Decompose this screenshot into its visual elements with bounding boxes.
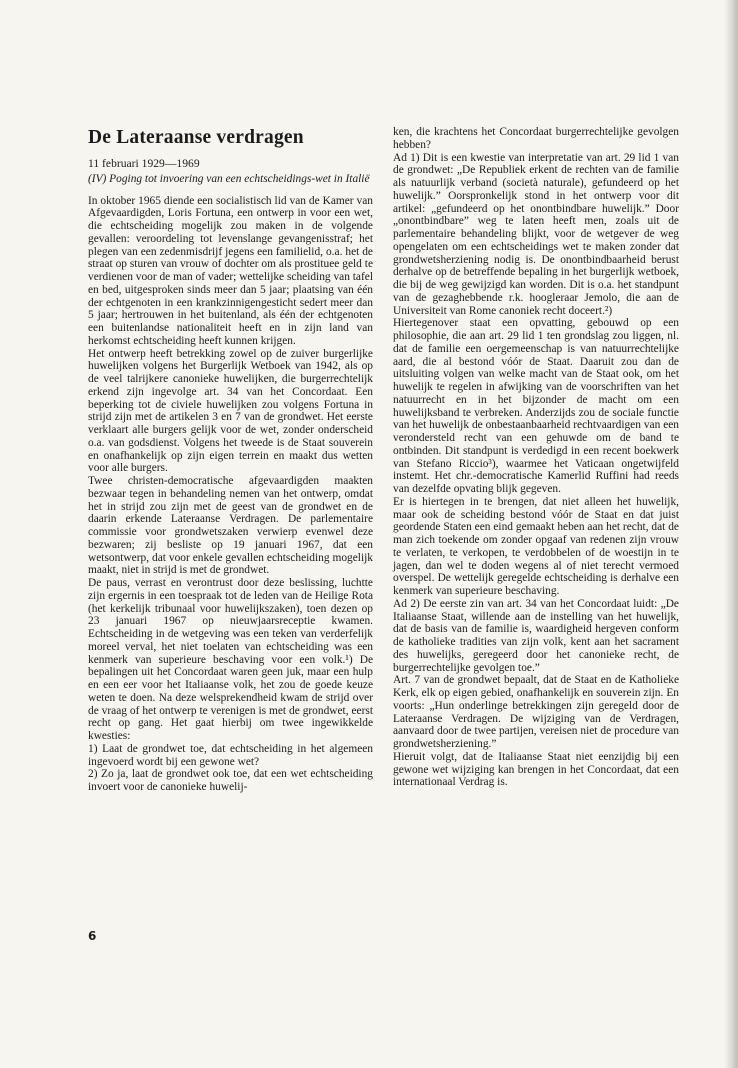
paragraph: In oktober 1965 diende een socialistisch lid van de Kamer van Afgevaardigden, Loris Fortuna, een ontwerp in voor een wet, die echtscheiding mogelijk zou maken in de volgende gevallen: veroordeling tot levenslange gevangenisstraf; het plegen van een zedenmisdrijf jegens een familielid, o.a. het de straat op sturen van vrouw of dochter om als prostituee geld te verdienen voor de man of vader; wettelijke scheiding van tafel en bed, uitgesproken sinds meer dan 5 jaar; plaatsing van één der echtgenoten in een krankzinnigengesticht sedert meer dan 5 jaar; hertrouwen in het buitenland, als één der echtgenoten een buitenlandse nationaliteit heeft en in zijn land van herkomst echtscheiding heeft kunnen krijgen.: [88, 194, 373, 347]
paragraph: Het ontwerp heeft betrekking zowel op de zuiver burgerlijke huwelijken volgens het Burgerlijk Wetboek van 1942, als op de veel talrijkere canonieke huwelijken, die burgerrechtelijk erkend zijn ingevolge art. 34 van het Concordaat. Een beperking tot de civiele huwelijken zou volgens Fortuna in strijd zijn met de artikelen 3 en 7 van de grondwet. Het eerste verklaart alle burgers gelijk voor de wet, zonder onderscheid o.a. van godsdienst. Volgens het tweede is de Staat souverein en onafhankelijk op zijn eigen terrein en maakt dus wetten voor alle burgers.: [88, 347, 373, 475]
article-dates: 11 februari 1929—1969: [88, 157, 200, 170]
paragraph: Er is hiertegen in te brengen, dat niet alleen het huwelijk, maar ook de scheiding bestond vóór de Staat en dat juist geordende Staten een eind gemaakt heben aan het recht, dat de man zich toekende om zonder opgaaf van redenen zijn vrouw te verlaten, te verkopen, te verdobbelen of de woestijn in te jagen, dan wel te doden wegens al of niet terecht vermoed overspel. De wettelijk geregelde echtscheiding is derhalve een kenmerk van superieure beschaving.: [393, 495, 679, 597]
page-number: 6: [88, 929, 97, 943]
paragraph: Ad 2) De eerste zin van art. 34 van het Concordaat luidt: „De Italiaanse Staat, willende aan de instelling van het huwelijk, dat de basis van de familie is, waardigheid hergeven conform de katholieke tradities van zijn volk, kent aan het sacrament des huwelijks, geregeerd door het canonieke recht, de burgerrechtelijke gevolgen toe.”: [393, 597, 679, 674]
article-subtitle: (IV) Poging tot invoering van een echtscheidings-wet in Italië: [88, 172, 370, 185]
page-edge-shadow: [724, 0, 738, 1068]
paragraph: Hiertegenover staat een opvatting, gebouwd op een philosophie, die aan art. 29 lid 1 ten grondslag zou liggen, nl. dat de familie een oergemeenschap is van natuurrechtelijke aard, die al bestond vóór de Staat. Daaruit zou dan de uitsluiting volgen van welke macht van de Staat ook, om het huwelijk te regelen in afwijking van de voorschriften van het natuurrecht en in het bijzonder de macht om een huwelijksband te verbreken. Anderzijds zou de sociale functie van het huwelijk de onbestaanbaarheid rechtvaardigen van een verondersteld recht van een gehuwde om de band te ontbinden. Dit standpunt is verdedigd in een recent boekwerk van Stefano Riccio³), waarmee het Vaticaan ongetwijfeld instemt. Het chr.-democratische Kamerlid Ruffini had reeds van dezelfde opvating blijk gegeven.: [393, 317, 679, 495]
right-column: [393, 126, 679, 789]
article-title: De Lateraanse verdragen: [88, 127, 304, 148]
paragraph: 1) Laat de grondwet toe, dat echtscheiding in het algemeen ingevoerd wordt bij een gewone wet?: [88, 742, 373, 768]
paragraph: Art. 7 van de grondwet bepaalt, dat de Staat en de Katholieke Kerk, elk op eigen gebied, onafhankelijk en souverein zijn. En voorts: „Hun onderlinge betrekkingen zijn geregeld door de Lateraanse Verdragen. De wijziging van de Verdragen, aanvaard door de twee partijen, vereisen niet de procedure van grondwetsherziening.”: [393, 674, 679, 750]
paragraph: 2) Zo ja, laat de grondwet ook toe, dat een wet echtscheiding invoert voor de canonieke huwelij-: [88, 768, 373, 793]
paragraph: Ad 1) Dit is een kwestie van interpretatie van art. 29 lid 1 van de grondwet: „De Republiek erkent de rechten van de familie als natuurlijk verband (società naturale), gefundeerd op het huwelijk.” Oorspronkelijk stond in het ontwerp voor dit artikel: „gefundeerd op het onontbindbare huwelijk.” Door „onontbindbare” weg te laten heeft men, zoals uit de parlementaire behandeling blijkt, voor de wetgever de weg opengelaten om een echtscheidings wet te maken zonder dat grondwetsherziening nodig is. De onontbindbaarheid berust derhalve op de betreffende bepaling in het burgerlijk wetboek, die bij de weg gewijzigd kan worden. Dit is o.a. het standpunt van de gezaghebbende r.k. hoogleraar Jemolo, die aan de Universiteit van Rome canoniek recht doceert.²): [393, 151, 679, 317]
paragraph: Twee christen-democratische afgevaardigden maakten bezwaar tegen in behandeling nemen van het ontwerp, omdat het in strijd zou zijn met de geest van de grondwet en de daarin erkende Lateraanse Verdragen. De parlementaire commissie voor grondwetszaken verwierp evenwel deze bezwaren; zij besliste op 19 januari 1967, dat een wetsontwerp, dat voor enkele gevallen echtscheiding mogelijk maakt, niet in strijd is met de grondwet.: [88, 475, 373, 577]
left-column: [88, 127, 373, 794]
paragraph: De paus, verrast en verontrust door deze beslissing, luchtte zijn ergernis in een toespraak tot de leden van de Heilige Rota (het kerkelijk tribunaal voor huwelijkszaken), toen dezen op 23 januari 1967 op nieuwjaarsreceptie kwamen. Echtscheiding in de wetgeving was een teken van verderfelijk moreel verval, het niet toelaten van echtscheiding was een kenmerk van superieure beschaving voor een volk.¹) De bepalingen uit het Concordaat waren geen juk, maar een hulp en een eer voor het Italiaanse volk, het zou de goede keuze weten te doen. Na deze welsprekendheid kwam de strijd over de vraag of het ontwerp te verenigen is met de grondwet, eerst recht op gang. Het gaat hierbij om twee ingewikkelde kwesties:: [88, 577, 373, 742]
paragraph: Hieruit volgt, dat de Italiaanse Staat niet eenzijdig bij een gewone wet wijziging kan brengen in het Concordaat, dat een internationaal Verdrag is.: [393, 750, 679, 789]
paragraph: ken, die krachtens het Concordaat burgerrechtelijke gevolgen hebben?: [393, 126, 679, 151]
